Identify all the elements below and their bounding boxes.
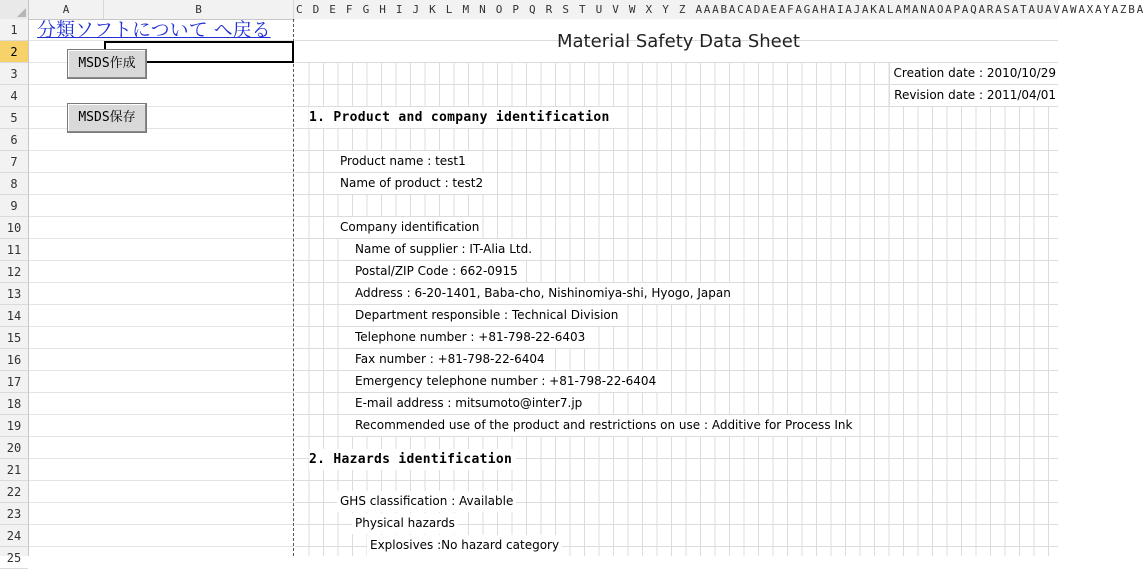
revision-date: Revision date : 2011/04/01	[889, 85, 1058, 106]
column-header-a[interactable]: A	[29, 0, 104, 19]
row-header[interactable]: 19	[0, 415, 28, 437]
row-header[interactable]: 14	[0, 305, 28, 327]
row-header[interactable]: 9	[0, 195, 28, 217]
row-header[interactable]: 22	[0, 481, 28, 503]
row-header[interactable]: 11	[0, 239, 28, 261]
column-header-bar	[0, 0, 1145, 20]
row-header[interactable]: 1	[0, 19, 28, 41]
row-header[interactable]: 8	[0, 173, 28, 195]
section-2-heading: 2. Hazards identification	[309, 449, 516, 470]
column-header-b[interactable]: B	[104, 0, 294, 19]
email: E-mail address : mitsumoto@inter7.jp	[352, 393, 585, 414]
explosives: Explosives :No hazard category	[367, 535, 562, 556]
row-header[interactable]: 23	[0, 503, 28, 525]
row-header[interactable]: 10	[0, 217, 28, 239]
left-pane	[29, 19, 294, 556]
row-header[interactable]: 7	[0, 151, 28, 173]
column-header-letters[interactable]: C D E F G H I J K L M N O P Q R S T U V W X Y Z AAABACADAEAFAGAHAIAJAKALAMANAOAPAQARASATAUAVAWAXAYAZBA	[296, 3, 1145, 16]
telephone: Telephone number : +81-798-22-6403	[352, 327, 588, 348]
row-header[interactable]: 21	[0, 459, 28, 481]
select-all-corner[interactable]	[0, 0, 29, 19]
row-header[interactable]: 20	[0, 437, 28, 459]
emergency-phone: Emergency telephone number : +81-798-22-6404	[352, 371, 659, 392]
row-header[interactable]: 25	[0, 547, 28, 569]
product-name: Product name : test1	[337, 151, 469, 172]
ghs-classification: GHS classification : Available	[337, 491, 516, 512]
msds-sheet	[295, 19, 1058, 556]
row-header[interactable]: 13	[0, 283, 28, 305]
document-title: Material Safety Data Sheet	[557, 31, 800, 52]
row-header[interactable]: 24	[0, 525, 28, 547]
supplier-name: Name of supplier : IT-Alia Ltd.	[352, 239, 535, 260]
row-header[interactable]: 4	[0, 85, 28, 107]
section-1-heading: 1. Product and company identification	[309, 107, 614, 128]
postal-code: Postal/ZIP Code : 662-0915	[352, 261, 521, 282]
fax: Fax number : +81-798-22-6404	[352, 349, 548, 370]
back-link[interactable]: 分類ソフトについて へ戻る	[37, 19, 271, 41]
row-header[interactable]: 5	[0, 107, 28, 129]
msds-create-button[interactable]: MSDS作成	[67, 49, 147, 79]
row-header[interactable]: 17	[0, 371, 28, 393]
row-header[interactable]: 12	[0, 261, 28, 283]
row-header[interactable]: 16	[0, 349, 28, 371]
creation-date: Creation date : 2010/10/29	[889, 63, 1058, 84]
row-header[interactable]: 15	[0, 327, 28, 349]
row-header[interactable]: 2	[0, 41, 28, 63]
msds-save-button[interactable]: MSDS保存	[67, 103, 147, 133]
row-header[interactable]: 6	[0, 129, 28, 151]
physical-hazards: Physical hazards	[352, 513, 458, 534]
row-header[interactable]: 3	[0, 63, 28, 85]
recommended-use: Recommended use of the product and restrictions on use : Additive for Process Ink	[352, 415, 855, 436]
row-header[interactable]: 18	[0, 393, 28, 415]
name-of-product: Name of product : test2	[337, 173, 486, 194]
address: Address : 6-20-1401, Baba-cho, Nishinomiya-shi, Hyogo, Japan	[352, 283, 734, 304]
company-identification: Company identification	[337, 217, 482, 238]
row-header-bar	[0, 19, 29, 565]
department: Department responsible : Technical Division	[352, 305, 621, 326]
